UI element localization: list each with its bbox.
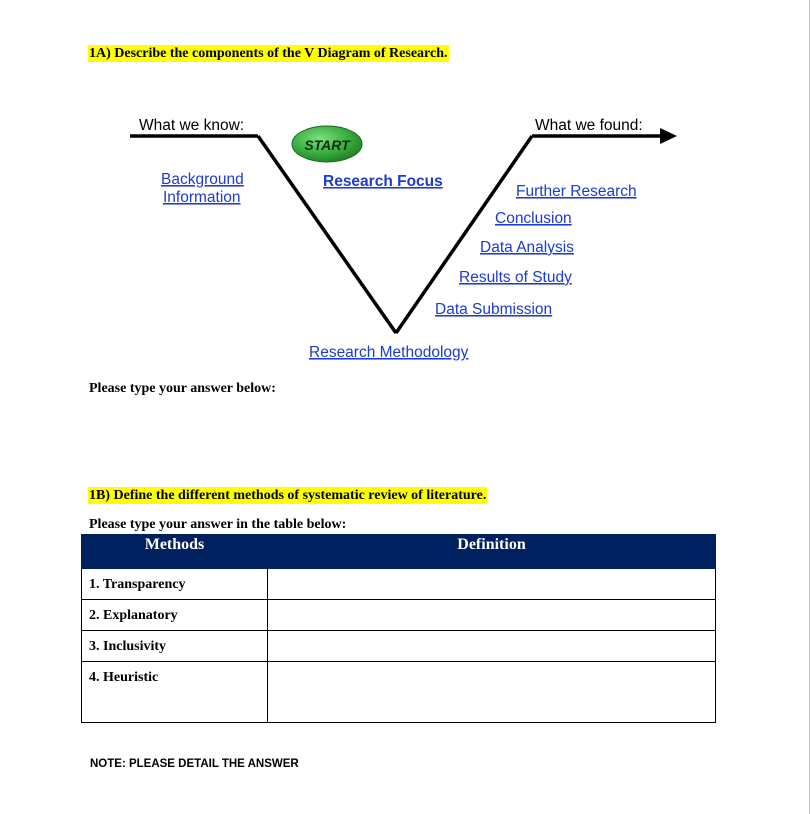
what-we-found-label: What we found: [535,117,643,134]
data-analysis-link[interactable]: Data Analysis [480,239,574,256]
table-row [82,631,716,662]
section-1a-heading: 1A) Describe the components of the V Diagram of Research. [89,46,448,61]
note-text: NOTE: PLEASE DETAIL THE ANSWER [90,758,299,770]
v-shape [130,136,662,333]
section-1b-heading: 1B) Define the different methods of systematic review of literature. [89,488,487,503]
definition-cell[interactable] [268,600,716,631]
method-cell: 1. Transparency [82,569,268,600]
table-row [82,569,716,600]
method-cell: 4. Heuristic [82,662,268,723]
further-research-link[interactable]: Further Research [516,183,637,200]
research-focus-link[interactable]: Research Focus [323,173,443,190]
method-cell: 3. Inclusivity [82,631,268,662]
conclusion-link[interactable]: Conclusion [495,210,572,227]
start-badge [292,126,362,162]
method-cell: 2. Explanatory [82,600,268,631]
arrow-right-icon [660,128,677,144]
table-row [82,662,716,723]
background-information-link-line1[interactable]: Background [161,171,244,188]
methods-table [81,534,716,723]
table-header-row [82,535,716,569]
results-of-study-link[interactable]: Results of Study [459,269,572,286]
answer-prompt-1b: Please type your answer in the table below: [89,517,347,532]
definition-cell[interactable] [268,569,716,600]
data-submission-link[interactable]: Data Submission [435,301,553,318]
definition-cell[interactable] [268,631,716,662]
v-diagram [0,0,810,380]
definition-cell[interactable] [268,662,716,723]
table-row [82,600,716,631]
answer-prompt-1a: Please type your answer below: [89,381,276,396]
column-header-definition: Definition [268,535,716,569]
background-information-link-line2[interactable]: Information [163,189,241,206]
column-header-methods: Methods [82,535,268,569]
start-label: START [304,137,350,153]
research-methodology-link[interactable]: Research Methodology [309,344,469,361]
what-we-know-label: What we know: [139,117,245,134]
